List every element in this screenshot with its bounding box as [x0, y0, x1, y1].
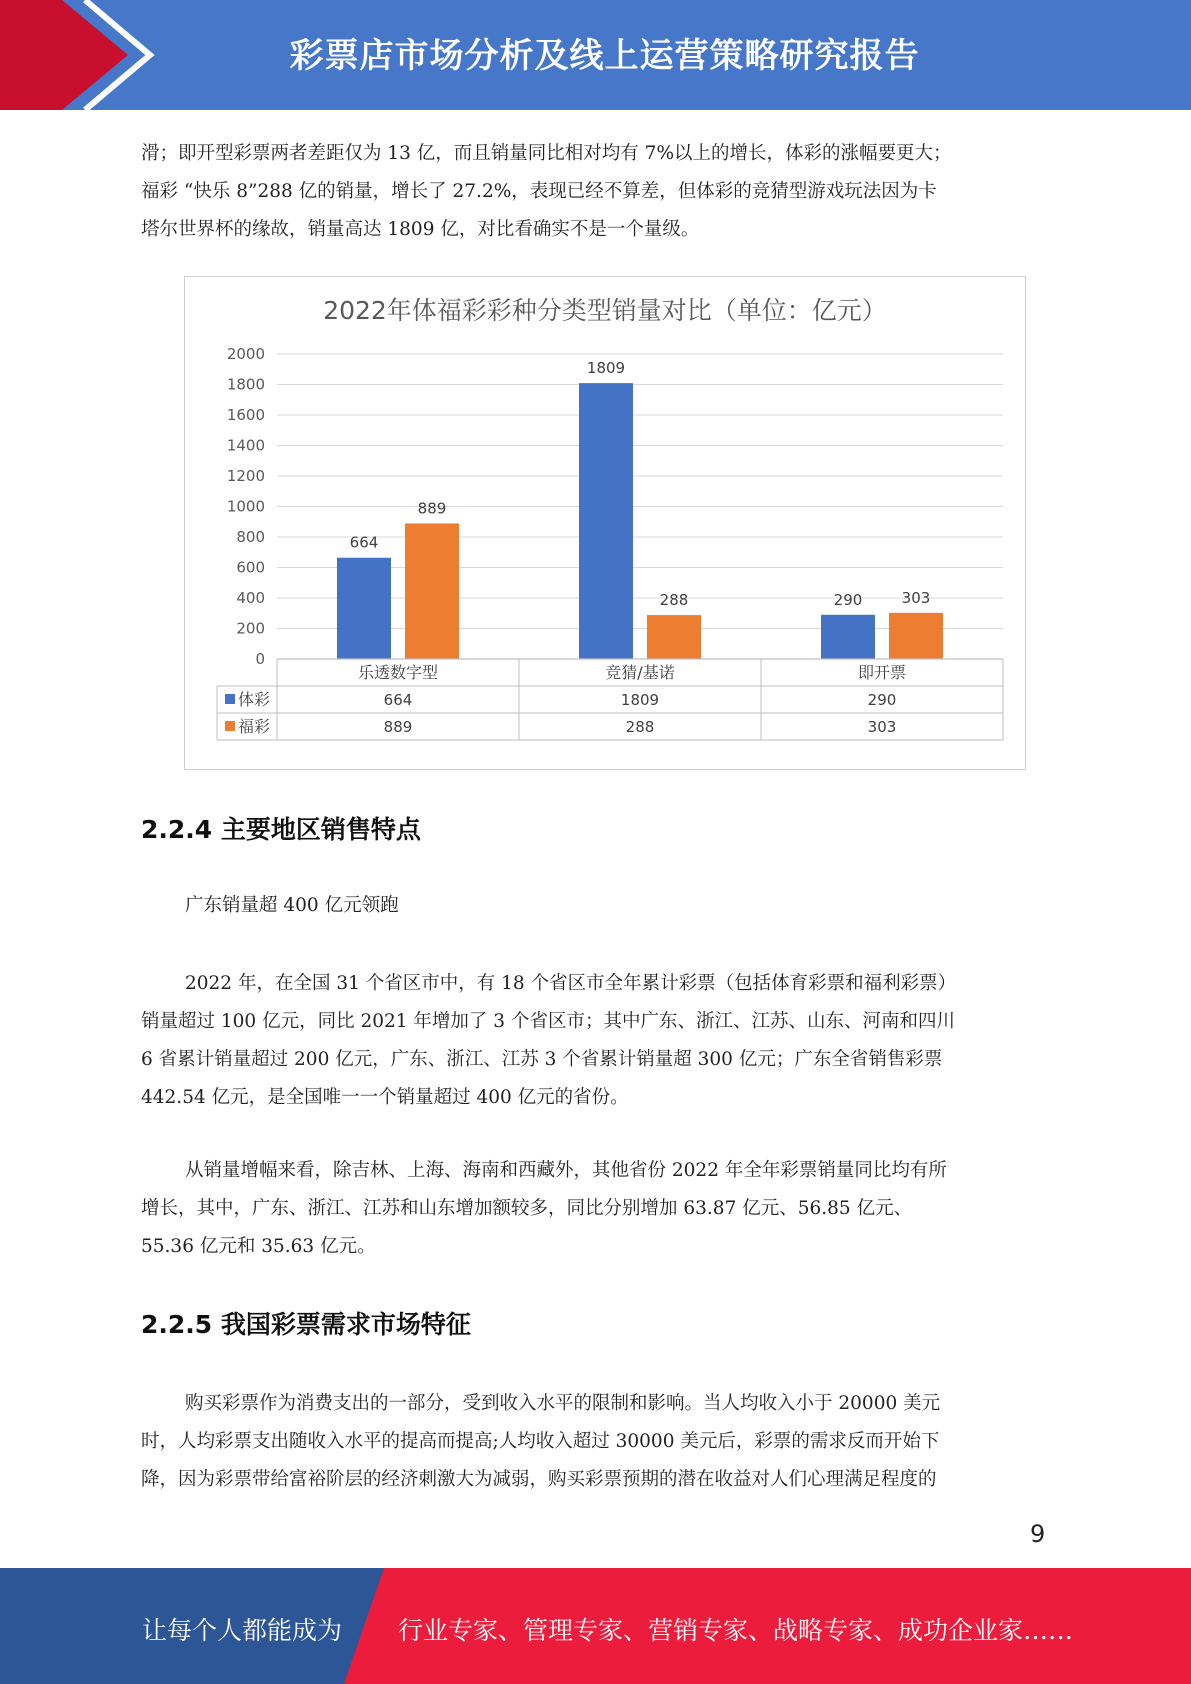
y-tick-label: 1600 [226, 406, 265, 424]
bar-data-label: 889 [417, 499, 447, 518]
section-225-paragraph-1 [141, 1385, 1051, 1499]
section-heading-225: 2.2.5 我国彩票需求市场特征 [141, 1310, 471, 1339]
bar [647, 615, 701, 659]
legend-key [225, 694, 235, 704]
text-line: 塔尔世界杯的缘故，销量高达 1809 亿，对比看确实不是一个量级。 [141, 219, 700, 240]
intro-paragraph [141, 135, 1051, 249]
bar-data-label: 1809 [586, 359, 626, 378]
x-category-label: 竞猜/基诺 [605, 663, 675, 682]
y-tick-label: 200 [236, 619, 265, 638]
text-line: 增长，其中，广东、浙江、江苏和山东增加额较多，同比分别增加 63.87 亿元、56.85 亿元、 [141, 1198, 913, 1219]
footer-slogan-right: 行业专家、管理专家、营销专家、战略专家、成功企业家…… [398, 1616, 1074, 1645]
y-tick-label: 1000 [226, 497, 265, 516]
bar-data-label: 664 [349, 533, 379, 552]
page-header [0, 0, 1191, 110]
section-224-subtitle: 广东销量超 400 亿元领跑 [185, 895, 399, 916]
bar [821, 615, 875, 659]
y-tick-label: 2000 [226, 345, 265, 363]
table-cell-value: 889 [383, 718, 413, 736]
text-line: 6 省累计销量超过 200 亿元，广东、浙江、江苏 3 个省累计销量超 300 亿元；广东全省销售彩票 [141, 1049, 943, 1070]
text-line: 55.36 亿元和 35.63 亿元。 [141, 1236, 376, 1257]
table-cell-value: 288 [625, 718, 655, 736]
bar [579, 383, 633, 659]
report-title: 彩票店市场分析及线上运营策略研究报告 [289, 36, 920, 76]
legend-key [225, 721, 235, 731]
y-tick-label: 1400 [226, 436, 265, 455]
table-cell-value: 303 [867, 718, 897, 736]
text-line: 时，人均彩票支出随收入水平的提高而提高;人均收入超过 30000 美元后，彩票的需求反而开始下 [141, 1431, 940, 1452]
y-tick-label: 1200 [226, 467, 265, 485]
legend-series-name: 福彩 [238, 717, 271, 736]
bar-data-label: 288 [659, 591, 689, 610]
y-tick-label: 400 [236, 589, 265, 607]
legend-series-name: 体彩 [238, 690, 271, 709]
y-tick-label: 1800 [226, 375, 265, 394]
text-line: 442.54 亿元，是全国唯一一个销量超过 400 亿元的省份。 [141, 1087, 629, 1108]
chart-canvas [185, 277, 1025, 769]
sales-comparison-chart [184, 276, 1026, 770]
bar-data-label: 290 [833, 590, 863, 609]
section-224-paragraph-1 [141, 965, 1051, 1117]
section-224-paragraph-2 [141, 1152, 1051, 1266]
text-line: 购买彩票作为消费支出的一部分，受到收入水平的限制和影响。当人均收入小于 20000 美元 [185, 1393, 941, 1414]
chart-title: 2022年体福彩彩种分类型销量对比（单位：亿元） [323, 296, 887, 325]
footer-slogan-left: 让每个人都能成为 [142, 1616, 343, 1645]
y-tick-label: 0 [255, 650, 265, 668]
table-cell-value: 290 [867, 691, 897, 709]
page-number: 9 [1030, 1520, 1046, 1548]
table-cell-value: 1809 [620, 691, 660, 709]
bar [889, 613, 943, 659]
bar-data-label: 303 [901, 588, 931, 607]
text-line: 降，因为彩票带给富裕阶层的经济刺激大为减弱，购买彩票预期的潜在收益对人们心理满足程度的 [141, 1469, 937, 1490]
x-category-label: 乐透数字型 [357, 663, 439, 682]
y-tick-label: 600 [236, 558, 265, 577]
y-tick-label: 800 [236, 528, 265, 546]
text-line: 销量超过 100 亿元，同比 2021 年增加了 3 个省区市；其中广东、浙江、江苏、山东、河南和四川 [141, 1011, 955, 1032]
bar [337, 558, 391, 659]
text-line: 滑；即开型彩票两者差距仅为 13 亿，而且销量同比相对均有 7%以上的增长，体彩的涨幅要更大； [141, 143, 952, 164]
bar [405, 523, 459, 659]
text-line: 从销量增幅来看，除吉林、上海、海南和西藏外，其他省份 2022 年全年彩票销量同比均有所 [185, 1160, 947, 1181]
text-line: 2022 年，在全国 31 个省区市中，有 18 个省区市全年累计彩票（包括体育彩票和福利彩票） [185, 973, 957, 994]
section-heading-224: 2.2.4 主要地区销售特点 [141, 815, 421, 844]
table-cell-value: 664 [383, 691, 413, 709]
x-category-label: 即开票 [857, 663, 907, 682]
text-line: 福彩 “快乐 8”288 亿的销量，增长了 27.2%，表现已经不算差，但体彩的竞猜型游戏玩法因为卡 [141, 181, 937, 202]
